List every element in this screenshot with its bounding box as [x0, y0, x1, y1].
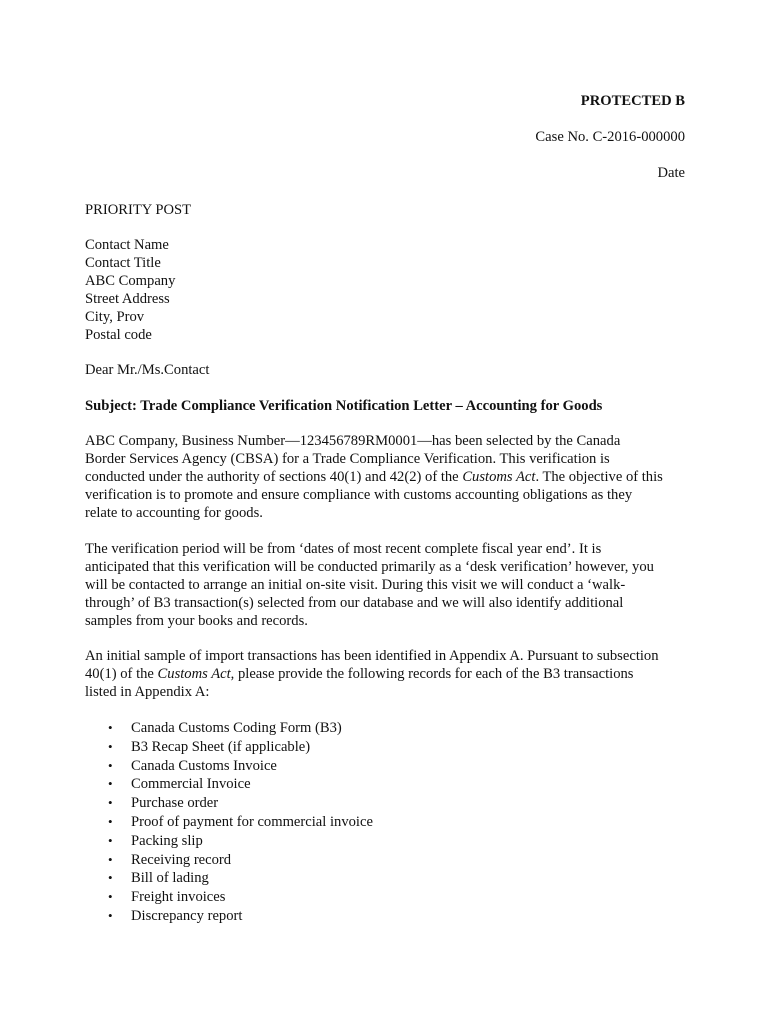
address-line-contact-title: Contact Title [85, 255, 161, 271]
text-segment: conducted under the authority of sections 40(1) and 42(2) of the [85, 469, 463, 485]
bullet-icon: • [108, 832, 113, 848]
list-item [85, 757, 685, 776]
paragraph-line: ABC Company, Business Number—123456789RM0001—has been selected by the Canada [85, 433, 621, 449]
paragraph-line [85, 468, 685, 486]
paragraph-selection-notice [85, 432, 685, 522]
paragraph-initial-sample [85, 647, 685, 701]
list-item-label: Discrepancy report [131, 907, 243, 924]
list-item-label: Canada Customs Coding Form (B3) [131, 720, 342, 736]
text-segment: 40(1) of the [85, 666, 158, 682]
list-item [85, 869, 685, 888]
list-item-label: Freight invoices [131, 889, 226, 906]
list-item-label: Receiving record [131, 851, 232, 868]
bullet-icon: • [108, 720, 113, 735]
paragraph-line: relate to accounting for goods. [85, 505, 263, 521]
paragraph-line: verification is to promote and ensure compliance with customs accounting obligations as they [85, 487, 633, 503]
list-item [85, 794, 685, 813]
list-item-label: Commercial Invoice [131, 776, 251, 793]
list-item-label: Purchase order [131, 795, 219, 812]
bullet-icon: • [108, 889, 113, 905]
list-item [85, 907, 685, 926]
list-item-label: B3 Recap Sheet (if applicable) [131, 738, 311, 755]
customs-act-reference: Customs Act [157, 666, 231, 682]
bullet-icon: • [108, 795, 113, 811]
letter-date: Date [657, 165, 685, 181]
salutation: Dear Mr./Ms.Contact [85, 362, 210, 378]
bullet-icon: • [108, 907, 113, 923]
paragraph-line: through’ of B3 transaction(s) selected from our database and we will also identify additional [85, 595, 624, 611]
address-line-city-prov: City, Prov [85, 309, 145, 325]
bullet-icon: • [108, 776, 113, 792]
list-item [85, 719, 685, 738]
list-item [85, 851, 685, 870]
text-segment: , please provide the following records for each of the B3 transactions [230, 666, 634, 682]
list-item-label: Proof of payment for commercial invoice [131, 813, 373, 830]
paragraph-line: will be contacted to arrange an initial on-site visit. During this visit we will conduct a ‘walk- [85, 577, 626, 593]
list-item-label: Packing slip [131, 832, 203, 849]
address-line-company: ABC Company [85, 273, 176, 289]
paragraph-verification-period [85, 540, 685, 630]
address-line-street: Street Address [85, 291, 170, 307]
required-records-list [85, 719, 685, 926]
paragraph-line: The verification period will be from ‘dates of most recent complete fiscal year end’. It is [85, 541, 602, 557]
list-item-label: Bill of lading [131, 870, 209, 887]
bullet-icon: • [108, 870, 113, 886]
customs-act-reference: Customs Act [462, 469, 536, 485]
address-line-postal-code: Postal code [85, 327, 152, 343]
list-item [85, 738, 685, 757]
recipient-address [85, 236, 685, 344]
bullet-icon: • [108, 738, 113, 754]
paragraph-line: anticipated that this verification will be conducted primarily as a ‘desk verification’ however, you [85, 559, 654, 575]
list-item-label: Canada Customs Invoice [131, 757, 277, 774]
address-line-contact-name: Contact Name [85, 237, 169, 253]
list-item [85, 813, 685, 832]
bullet-icon: • [108, 851, 113, 867]
security-classification: PROTECTED B [580, 93, 685, 109]
paragraph-line [85, 665, 685, 683]
paragraph-line: An initial sample of import transactions has been identified in Appendix A. Pursuant to subsection [85, 648, 659, 664]
delivery-method: PRIORITY POST [85, 202, 192, 218]
bullet-icon: • [108, 757, 113, 773]
text-segment: . The objective of this [535, 469, 663, 485]
list-item [85, 775, 685, 794]
bullet-icon: • [108, 813, 113, 829]
case-number: Case No. C-2016-000000 [535, 129, 685, 145]
subject-line: Subject: Trade Compliance Verification Notification Letter – Accounting for Goods [85, 398, 603, 414]
paragraph-line: listed in Appendix A: [85, 684, 210, 700]
paragraph-line: samples from your books and records. [85, 613, 308, 629]
list-item [85, 888, 685, 907]
paragraph-line: Border Services Agency (CBSA) for a Trade Compliance Verification. This verification is [85, 451, 610, 467]
list-item [85, 832, 685, 851]
